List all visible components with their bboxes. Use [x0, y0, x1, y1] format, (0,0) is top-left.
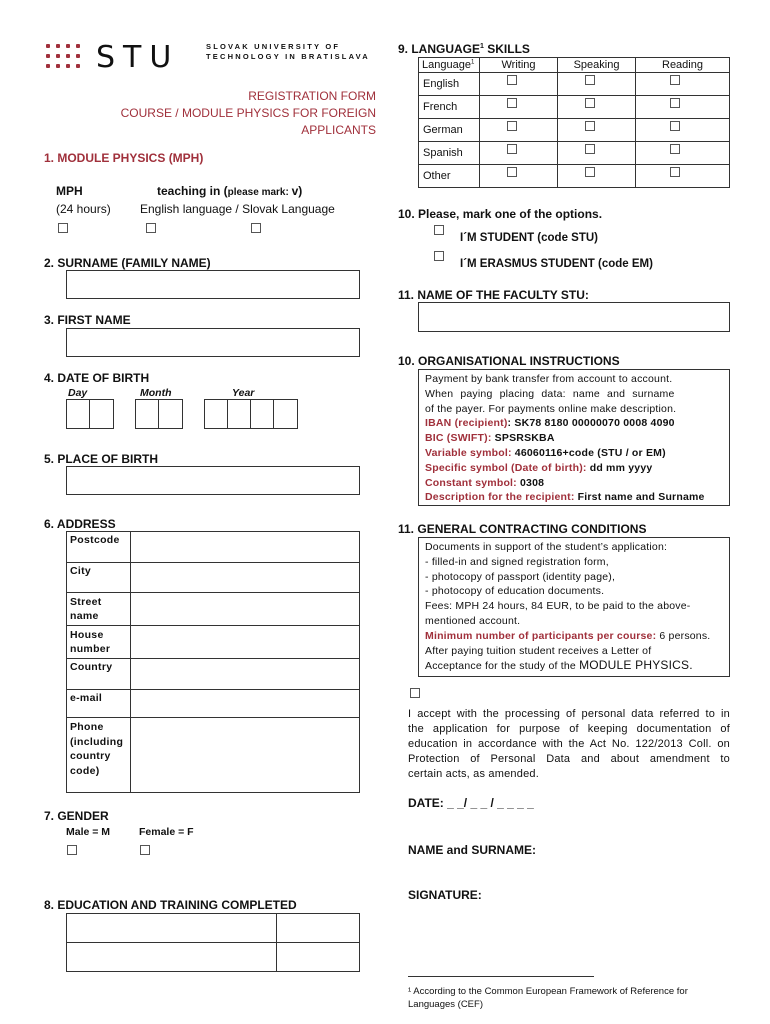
university-name: SLOVAK UNIVERSITY OF TECHNOLOGY IN BRATISLAVA — [206, 42, 370, 61]
english-reading-checkbox[interactable] — [670, 75, 680, 85]
german-reading-checkbox[interactable] — [670, 121, 680, 131]
address-label: House number — [67, 626, 131, 659]
day-digit-2[interactable] — [89, 399, 114, 429]
city-input[interactable] — [131, 563, 360, 593]
student-option-label: I´M STUDENT (code STU) — [460, 232, 598, 244]
year-digit-1[interactable] — [204, 399, 228, 429]
other-reading-checkbox[interactable] — [670, 167, 680, 177]
footnote: ¹ According to the Common European Framework of Reference for Languages (CEF) — [408, 986, 688, 1010]
col-language: Language$^1$ — [419, 58, 480, 73]
education-cell[interactable] — [277, 943, 360, 972]
student-checkbox[interactable] — [434, 225, 444, 235]
house-number-input[interactable] — [131, 626, 360, 659]
phone-input[interactable] — [131, 718, 360, 793]
surname-heading: 2. SURNAME (FAMILY NAME) — [44, 256, 211, 270]
place-heading: 5. PLACE OF BIRTH — [44, 452, 159, 466]
consent-checkbox[interactable] — [410, 688, 420, 698]
other-speaking-checkbox[interactable] — [585, 167, 595, 177]
female-checkbox[interactable] — [140, 845, 150, 855]
education-cell[interactable] — [67, 914, 277, 943]
faculty-input[interactable] — [418, 302, 730, 332]
slovak-checkbox[interactable] — [251, 223, 261, 233]
month-digit-2[interactable] — [158, 399, 183, 429]
english-speaking-checkbox[interactable] — [585, 75, 595, 85]
erasmus-checkbox[interactable] — [434, 251, 444, 261]
language-row-label: German — [419, 119, 480, 142]
street-input[interactable] — [131, 593, 360, 626]
conditions-heading: 11. GENERAL CONTRACTING CONDITIONS — [398, 522, 647, 536]
footnote-divider — [408, 976, 594, 977]
address-label: Country — [67, 659, 131, 690]
first-name-input[interactable] — [66, 328, 360, 357]
first-name-heading: 3. FIRST NAME — [44, 313, 131, 327]
year-digit-3[interactable] — [250, 399, 274, 429]
name-surname-field[interactable]: NAME and SURNAME: — [408, 843, 536, 857]
org-instructions-box: Payment by bank transfer from account to account. When paying placing data: name and surname of the payer. For payments online make description. IBAN (recipient): SK78 8180 00000070 0008 4090 BIC (SWIFT): SPSRSKBA Variable symbol: 46060116+code (STU / or EM) Specific symbol (Date of birth): dd mm yyyy Constant symbol: 0308 Description for the recipient: First name and Surname — [418, 369, 730, 506]
male-label: Male = M — [66, 826, 111, 838]
spanish-reading-checkbox[interactable] — [670, 144, 680, 154]
french-reading-checkbox[interactable] — [670, 98, 680, 108]
female-label: Female = F — [139, 826, 194, 838]
hours-label: (24 hours) — [56, 202, 111, 216]
module-heading: 1. MODULE PHYSICS (MPH) — [44, 151, 204, 165]
language-row-label: Other — [419, 165, 480, 188]
signature-field[interactable]: SIGNATURE: — [408, 888, 482, 902]
address-label: Phone (including country code) — [67, 718, 131, 793]
male-checkbox[interactable] — [67, 845, 77, 855]
address-label: Street name — [67, 593, 131, 626]
month-label: Month — [140, 387, 172, 399]
country-input[interactable] — [131, 659, 360, 690]
english-checkbox[interactable] — [146, 223, 156, 233]
english-writing-checkbox[interactable] — [507, 75, 517, 85]
month-digit-1[interactable] — [135, 399, 159, 429]
col-writing: Writing — [480, 58, 558, 73]
education-heading: 8. EDUCATION AND TRAINING COMPLETED — [44, 898, 297, 912]
options-heading: 10. Please, mark one of the options. — [398, 207, 603, 221]
stu-logo-text: STU — [96, 40, 180, 75]
german-speaking-checkbox[interactable] — [585, 121, 595, 131]
address-label: e-mail — [67, 690, 131, 718]
stu-logo-dots — [46, 42, 88, 70]
education-cell[interactable] — [277, 914, 360, 943]
address-heading: 6. ADDRESS — [44, 517, 116, 531]
education-cell[interactable] — [67, 943, 277, 972]
faculty-heading: 11. NAME OF THE FACULTY STU: — [398, 288, 589, 302]
col-speaking: Speaking — [558, 58, 636, 73]
consent-text: I accept with the processing of personal data referred to in the application for purpose of keeping documentation of education in accordance with the Act No. 122/2013 Coll. on Protection of Personal Data and about amendment to certain acts, as amended. — [408, 708, 730, 780]
french-speaking-checkbox[interactable] — [585, 98, 595, 108]
dob-heading: 4. DATE OF BIRTH — [44, 371, 150, 385]
conditions-box: Documents in support of the student’s application: - filled-in and signed registration form, - photocopy of passport (identity page), - photocopy of education documents. Fees: MPH 24 hours, 84 EUR, to be paid to the above- mentioned account. Minimum number of participants per course: 6 persons. After paying tuition student receives a Letter of Acceptance for the study of the MODULE PHYSICS. — [418, 537, 730, 677]
address-label: Postcode — [67, 532, 131, 563]
col-reading: Reading — [636, 58, 730, 73]
language-row-label: French — [419, 96, 480, 119]
french-writing-checkbox[interactable] — [507, 98, 517, 108]
place-input[interactable] — [66, 466, 360, 495]
day-digit-1[interactable] — [66, 399, 90, 429]
gender-heading: 7. GENDER — [44, 809, 109, 823]
erasmus-option-label: I´M ERASMUS STUDENT (code EM) — [460, 258, 653, 270]
other-writing-checkbox[interactable] — [507, 167, 517, 177]
teaching-languages: English language / Slovak Language — [140, 202, 335, 216]
spanish-speaking-checkbox[interactable] — [585, 144, 595, 154]
email-input[interactable] — [131, 690, 360, 718]
spanish-writing-checkbox[interactable] — [507, 144, 517, 154]
day-label: Day — [68, 387, 88, 399]
mph-label: MPH — [56, 184, 83, 198]
german-writing-checkbox[interactable] — [507, 121, 517, 131]
address-label: City — [67, 563, 131, 593]
date-field[interactable]: DATE: _ _/ _ _ / _ _ _ _ — [408, 796, 534, 810]
surname-input[interactable] — [66, 270, 360, 299]
language-table — [418, 57, 730, 188]
language-row-label: English — [419, 73, 480, 96]
address-table — [66, 531, 360, 793]
org-heading: 10. ORGANISATIONAL INSTRUCTIONS — [398, 354, 620, 368]
mph-checkbox[interactable] — [58, 223, 68, 233]
year-digit-4[interactable] — [273, 399, 298, 429]
form-title: REGISTRATION FORM COURSE / MODULE PHYSICS FOR FOREIGN APPLICANTS — [120, 89, 376, 137]
teaching-label: teaching in (please mark: v) — [157, 184, 303, 198]
language-heading: 9. LANGUAGE$^1$ SKILLS — [398, 42, 530, 56]
language-row-label: Spanish — [419, 142, 480, 165]
year-label: Year — [232, 387, 255, 399]
education-table — [66, 913, 360, 972]
postcode-input[interactable] — [131, 532, 360, 563]
year-digit-2[interactable] — [227, 399, 251, 429]
